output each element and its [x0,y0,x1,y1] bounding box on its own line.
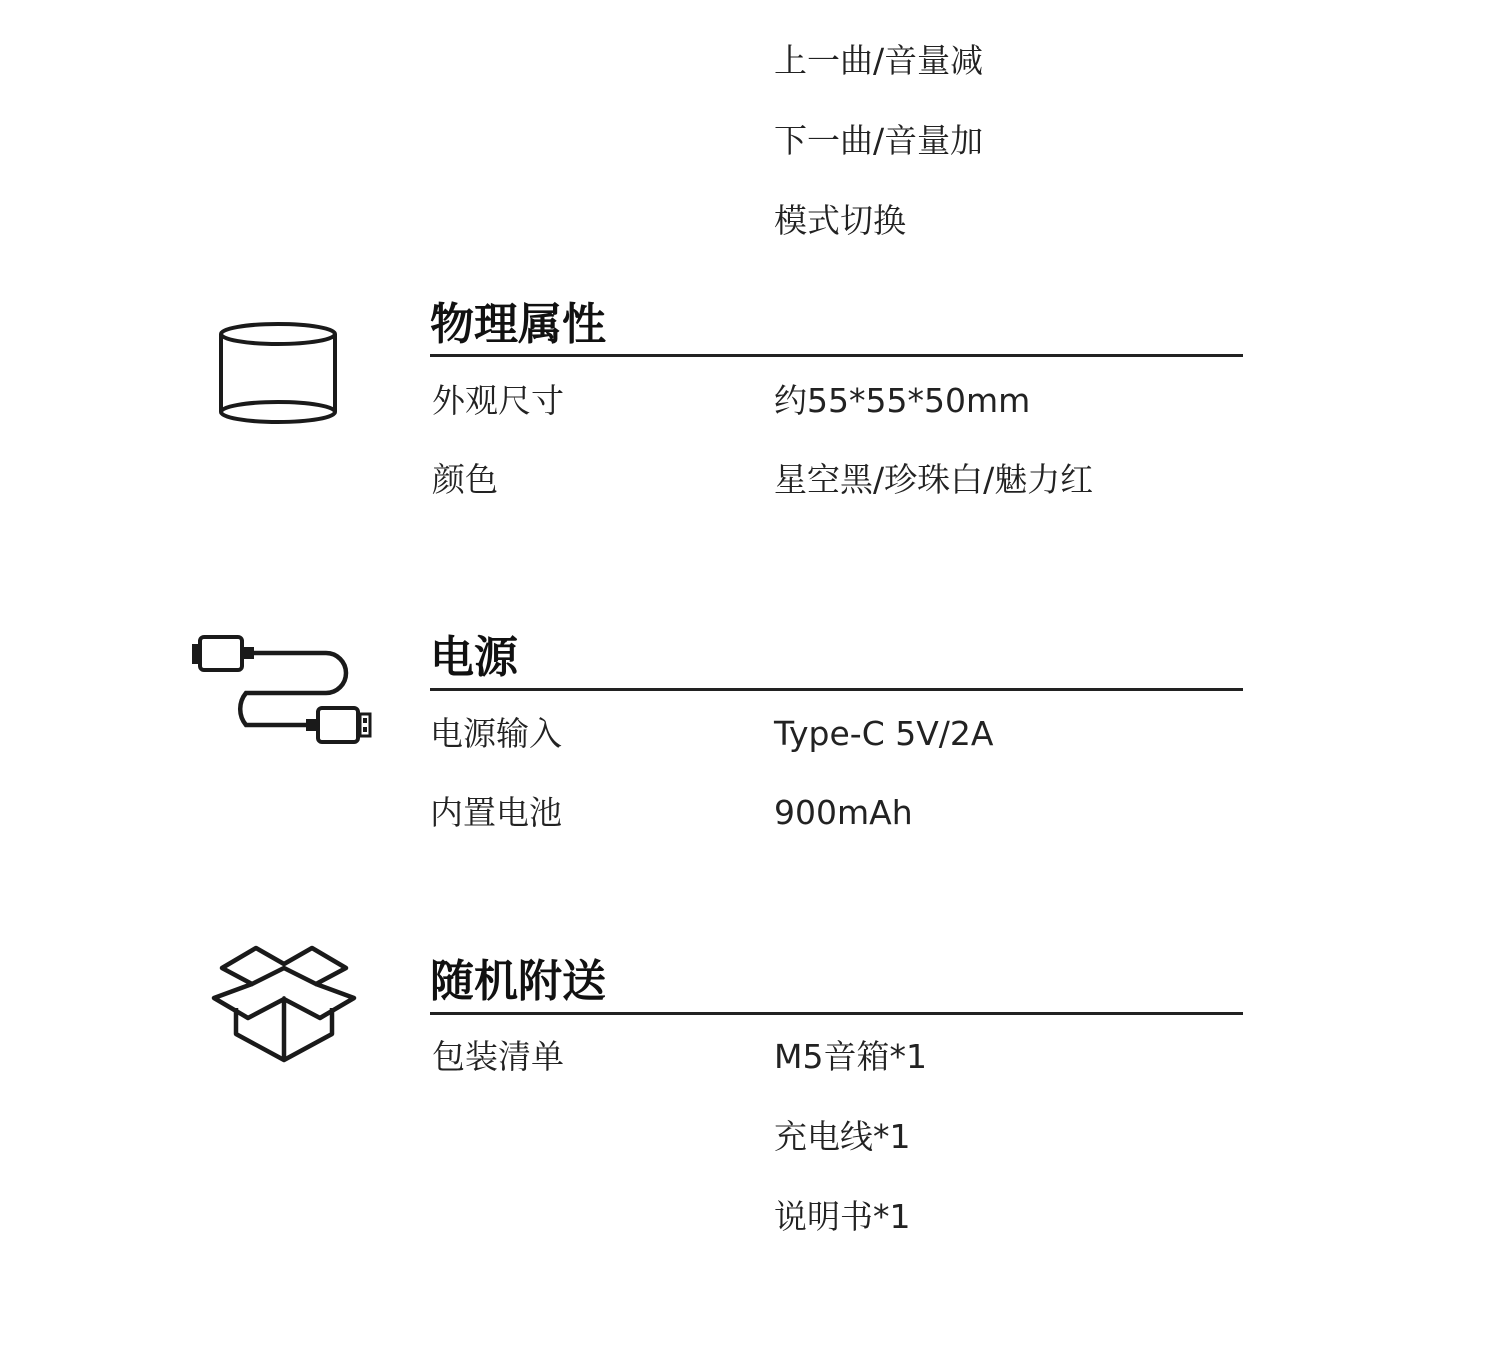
row-label-power-input: 电源输入 [430,714,562,753]
section-title-accessories: 随机附送 [430,956,606,1007]
section-title-power: 电源 [430,632,518,683]
row-value-dimensions: 约55*55*50mm [774,381,1031,420]
row-value-battery: 900mAh [774,793,913,832]
row-label-battery: 内置电池 [430,793,562,832]
section-divider-power [430,688,1243,691]
control-value-prev: 上一曲/音量减 [774,41,984,80]
package-item-cable: 充电线*1 [774,1117,911,1156]
package-item-speaker: M5音箱*1 [774,1037,927,1076]
control-value-next: 下一曲/音量加 [774,121,984,160]
row-label-package-list: 包装清单 [432,1037,564,1076]
row-value-power-input: Type-C 5V/2A [774,714,994,753]
section-divider-physical [430,354,1243,357]
control-value-mode: 模式切换 [774,201,906,240]
package-item-manual: 说明书*1 [774,1197,911,1236]
usb-cable-icon [188,630,378,745]
row-label-color: 颜色 [432,460,498,499]
row-label-dimensions: 外观尺寸 [432,381,564,420]
row-value-color: 星空黑/珍珠白/魅力红 [774,460,1094,499]
cylinder-icon [214,318,344,430]
section-divider-accessories [430,1012,1243,1015]
open-box-icon [208,942,360,1066]
section-title-physical: 物理属性 [430,299,606,350]
